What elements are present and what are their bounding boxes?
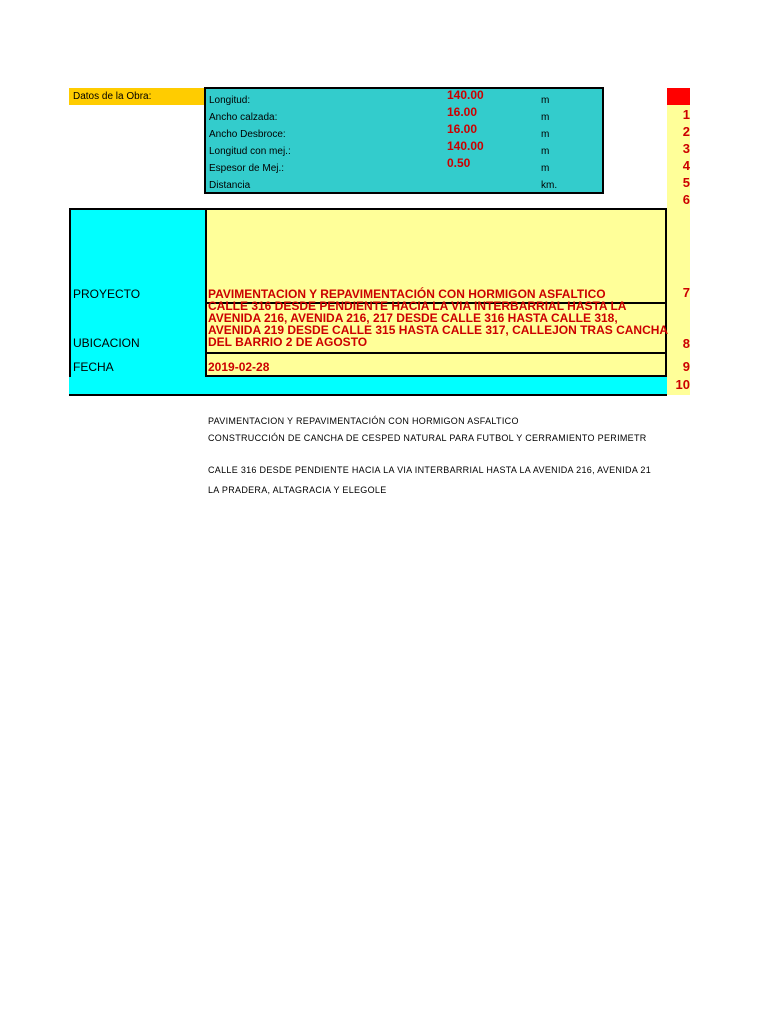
datos-value[interactable]: 140.00 [447, 88, 484, 102]
ubicacion-line: DEL BARRIO 2 DE AGOSTO [208, 335, 368, 349]
ubicacion-label: UBICACION [73, 336, 140, 350]
row-number: 1 [682, 107, 690, 122]
datos-unit: m [541, 95, 550, 106]
row-number: 7 [682, 285, 690, 300]
datos-unit: m [541, 146, 550, 157]
row-number: 3 [682, 141, 690, 156]
row-number: 8 [682, 336, 690, 351]
datos-row [206, 174, 602, 191]
note-text: CONSTRUCCIÓN DE CANCHA DE CESPED NATURAL PARA FUTBOL Y CERRAMIENTO PERIMETR [208, 433, 647, 443]
datos-row [206, 106, 602, 123]
note-text: CALLE 316 DESDE PENDIENTE HACIA LA VIA INTERBARRIAL HASTA LA AVENIDA 216, AVENIDA 21 [208, 465, 652, 475]
datos-key: Longitud: [209, 95, 251, 106]
datos-row [206, 157, 602, 174]
datos-value[interactable]: 0.50 [447, 156, 471, 170]
row-number: 4 [682, 158, 690, 173]
datos-key: Longitud con mej.: [209, 146, 291, 157]
datos-row [206, 123, 602, 140]
datos-unit: km. [541, 180, 558, 191]
row-number: 9 [682, 359, 690, 374]
datos-key: Ancho calzada: [209, 112, 278, 123]
fecha-value[interactable]: 2019-02-28 [208, 360, 270, 374]
datos-key: Ancho Desbroce: [209, 129, 286, 140]
datos-unit: m [541, 129, 550, 140]
proyecto-label: PROYECTO [73, 287, 141, 301]
divider [205, 352, 667, 354]
proyecto-value[interactable]: PAVIMENTACION Y REPAVIMENTACIÓN CON HORMIGON ASFALTICO [208, 287, 606, 301]
datos-row [206, 89, 602, 106]
note-text: PAVIMENTACION Y REPAVIMENTACIÓN CON HORMIGON ASFALTICO [208, 416, 519, 426]
datos-unit: m [541, 163, 550, 174]
row-number: 6 [682, 192, 690, 207]
datos-key: Espesor de Mej.: [209, 163, 285, 174]
datos-value[interactable]: 16.00 [447, 105, 478, 119]
ubicacion-line: AVENIDA 216, AVENIDA 216, 217 DESDE CALLE 316 HASTA CALLE 318, [208, 311, 618, 325]
note-text: LA PRADERA, ALTAGRACIA Y ELEGOLE [208, 485, 387, 495]
datos-value[interactable]: 16.00 [447, 122, 478, 136]
datos-unit: m [541, 112, 550, 123]
datos-obra-box [204, 87, 604, 194]
datos-obra-label: Datos de la Obra: [69, 88, 205, 105]
datos-value[interactable]: 140.00 [447, 139, 484, 153]
row-number: 2 [682, 124, 690, 139]
header-red-cell [667, 88, 690, 105]
fecha-label: FECHA [73, 360, 114, 374]
datos-key: Distancia [209, 180, 251, 191]
row-number: 5 [682, 175, 690, 190]
row-number: 10 [675, 377, 690, 392]
ubicacion-line: CALLE 316 DESDE PENDIENTE HACIA LA VIA INTERBARRIAL HASTA LA [208, 299, 627, 313]
ubicacion-value[interactable] [208, 300, 668, 348]
ubicacion-line: AVENIDA 219 DESDE CALLE 315 HASTA CALLE 317, CALLEJON TRAS CANCHA [208, 323, 669, 337]
datos-row [206, 140, 602, 157]
bottom-band [69, 377, 667, 396]
